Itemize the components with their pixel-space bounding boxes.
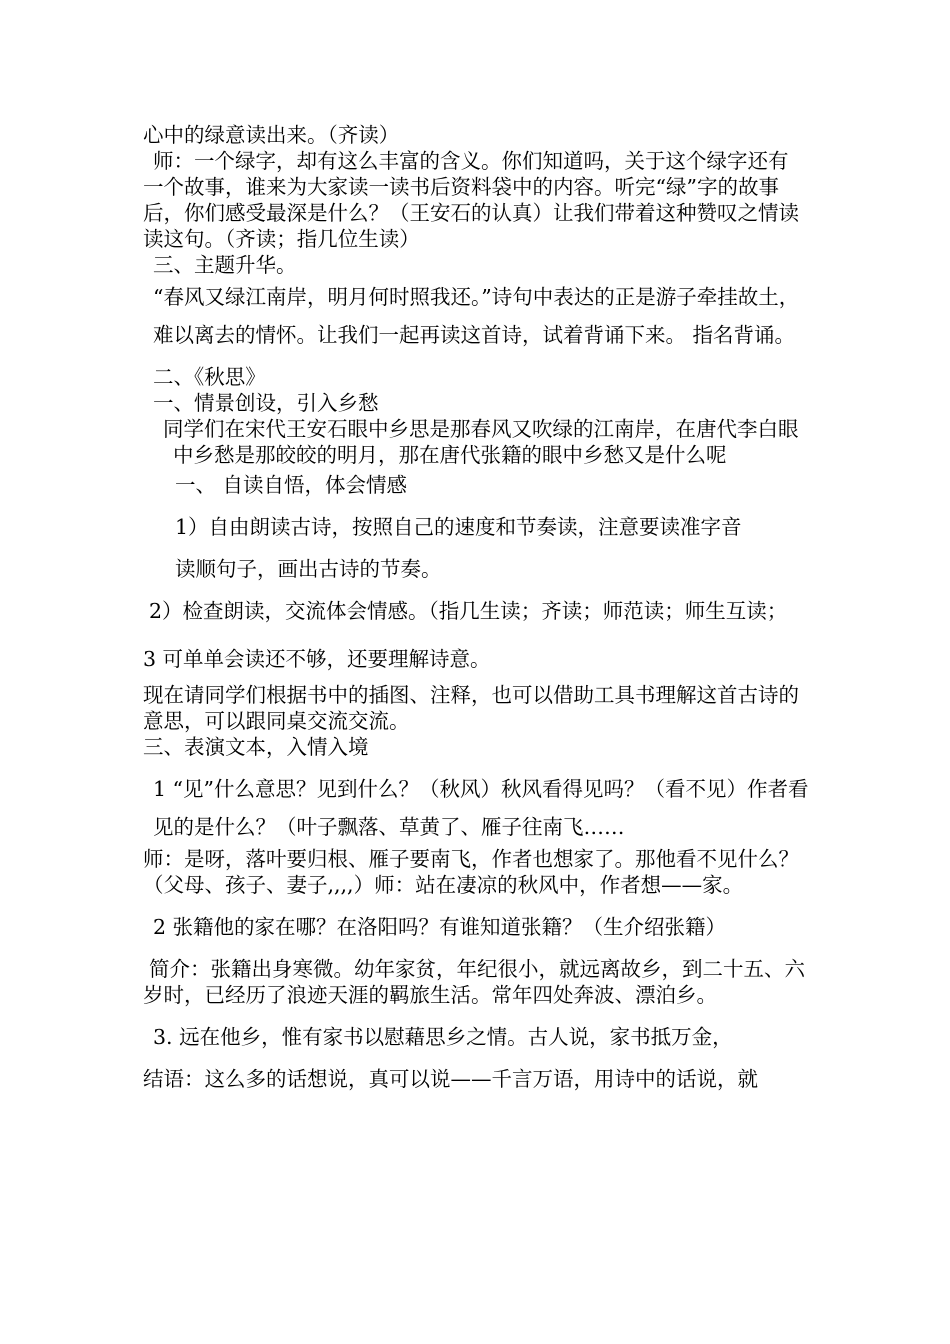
paragraph-line-0: 心中的绿意读出来。（齐读） — [143, 123, 400, 147]
section-heading-qiusi: 二、《秋思》 — [153, 365, 266, 389]
paragraph-jiashu: 3. 远在他乡，惟有家书以慰藉思乡之情。古人说，家书抵万金， — [153, 1025, 733, 1049]
section-heading-scene: 一、情景创设，引入乡愁 — [153, 391, 379, 415]
paragraph-conclusion: 结语：这么多的话想说，真可以说——千言万语，用诗中的话说，就 — [143, 1067, 758, 1091]
paragraph-line-2: 一个故事，谁来为大家读一读书后资料袋中的内容。听完“绿”字的故事后，你们感受最深是什么？（王安石的认真）让我们带着这种赞叹之情读读这句。（齐读；指几位生读） — [143, 175, 799, 251]
paragraph-line-13: 现在请同学们根据书中的插图、注释，也可以借助工具书理解这首古诗的意思，可以跟同桌交流交流。 — [143, 683, 799, 733]
paragraph-line-1: 师：一个绿字，却有这么丰富的含义。你们知道吗，关于这个绿字还有 — [153, 149, 789, 173]
step-read-aloud-cont: 读顺句子，画出古诗的节奏。 — [175, 557, 442, 581]
paragraph-line-4: “春风又绿江南岸，明月何时照我还。”诗句中表达的正是游子牵挂故土，难以离去的情怀。让我们一起再读这首诗，试着背诵下来。 指名背诵。 — [153, 285, 800, 347]
paragraph-intro: 简介：张籍出身寒微。幼年家贫，年纪很小，就远离故乡，到二十五、六岁时，已经历了浪迹天涯的羁旅生活。常年四处奔波、漂泊乡。 — [143, 957, 805, 1007]
section-heading-self-read: 一、 自读自悟，体会情感 — [175, 473, 408, 497]
paragraph-line-7: 同学们在宋代王安石眼中乡思是那春风又吹绿的江南岸，在唐代李白眼中乡愁是那皎皎的明月，那在唐代张籍的眼中乡愁又是什么呢 — [163, 417, 799, 467]
document-body — [143, 122, 811, 1092]
section-heading-theme: 三、主题升华。 — [153, 253, 297, 277]
step-understand: 3 可单单会读还不够，还要理解诗意。 — [143, 647, 491, 671]
question-jian: 1 “见”什么意思？见到什么？（秋风）秋风看得见吗？（看不见）作者看见的是什么？（叶子飘落、草黄了、雁子往南飞…… — [153, 777, 809, 839]
question-zhangji: 2 张籍他的家在哪？在洛阳吗？有谁知道张籍？（生介绍张籍） — [153, 915, 727, 939]
step-check-reading: 2）检查朗读，交流体会情感。（指几生读；齐读；师范读；师生互读； — [149, 599, 788, 623]
paragraph-line-16: 师：是呀，落叶要归根、雁子要南飞，作者也想家了。那他看不见什么？（父母、孩子、妻子,,,,）师：站在凄凉的秋风中，作者想——家。 — [143, 847, 799, 897]
section-heading-perform: 三、表演文本，入情入境 — [143, 735, 369, 759]
step-read-aloud: 1）自由朗读古诗，按照自己的速度和节奏读，注意要读准字音 — [175, 515, 742, 539]
